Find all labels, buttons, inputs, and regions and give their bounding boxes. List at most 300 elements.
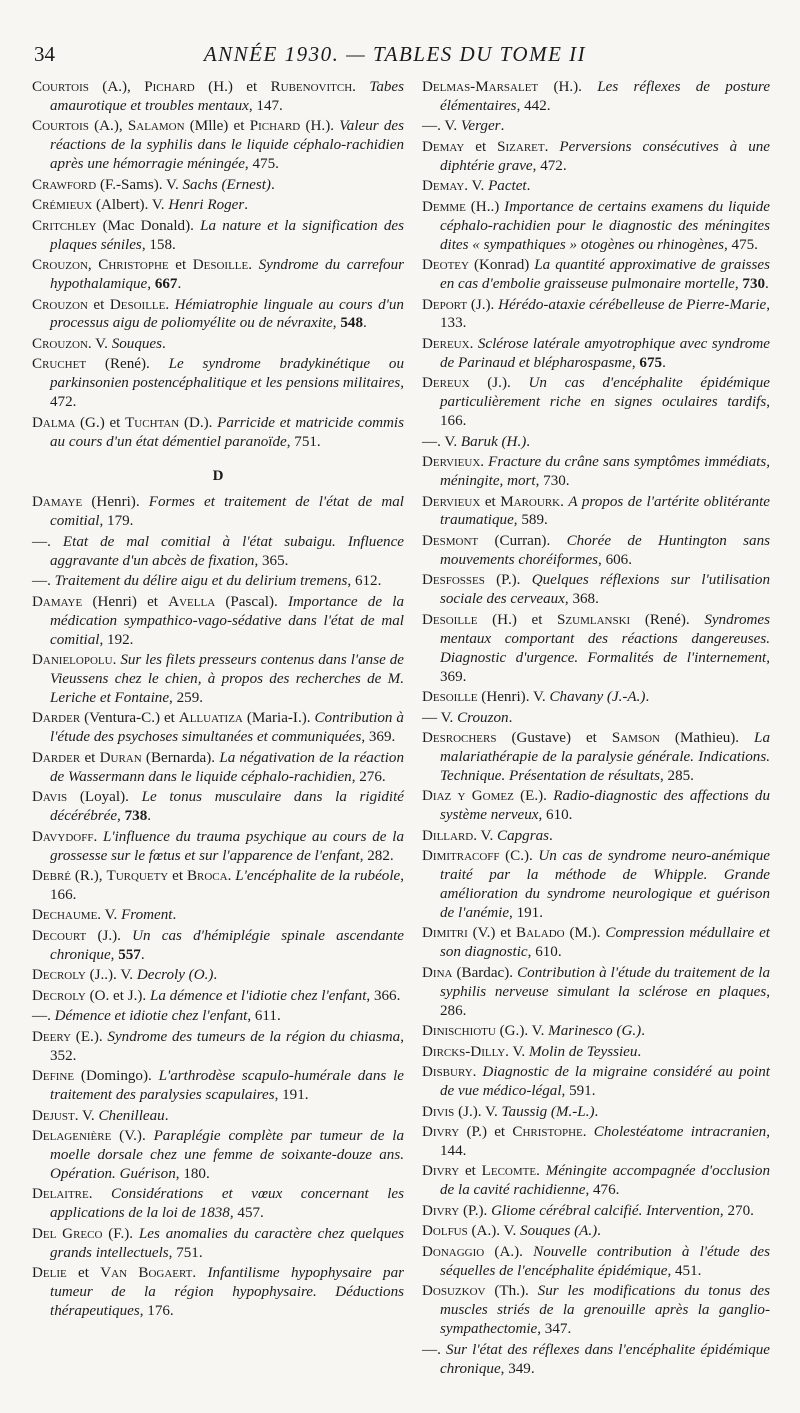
- entry-text: (E.).: [513, 788, 554, 805]
- page-header: [34, 38, 756, 68]
- entry-text: .: [641, 1023, 645, 1040]
- entry-text: , 147.: [248, 97, 283, 114]
- author-name: Deotey: [422, 257, 469, 274]
- index-entry: [422, 1063, 770, 1101]
- author-name: Salamon: [127, 118, 185, 135]
- index-entry: [32, 176, 404, 195]
- entry-title: Syndrome des tumeurs de la région du chiasma: [107, 1028, 401, 1045]
- entry-text: —.: [32, 573, 55, 590]
- entry-text: (Bardac).: [452, 964, 518, 981]
- author-name: Samson: [611, 730, 660, 746]
- entry-text: . V.: [97, 907, 122, 924]
- author-name: Delaitre: [32, 1186, 89, 1203]
- entry-title: Parricide et matricide commis au cours d'un état démentiel paranoïde: [50, 414, 404, 450]
- author-name: Dalma: [32, 414, 76, 431]
- entry-text: (Curran).: [478, 532, 567, 549]
- entry-text: (A.). V.: [467, 1223, 521, 1240]
- entry-text: —.: [422, 1341, 447, 1358]
- index-entry: [32, 987, 404, 1006]
- entry-text: (H..): [465, 198, 505, 215]
- entry-title: Diagnostic de la migraine considéré au point de vue médico-légal: [440, 1064, 770, 1100]
- entry-text: .: [352, 79, 370, 95]
- index-entry: [32, 828, 404, 866]
- right-column: [422, 78, 770, 1380]
- author-name: Del Greco: [32, 1225, 103, 1242]
- entry-title: Méningite accompagnée d'occlusion de la cavité rachidienne: [440, 1163, 771, 1199]
- entry-text: .: [526, 178, 531, 195]
- author-name: Delmas-Marsalet: [422, 79, 539, 95]
- author-name: Demay: [422, 138, 465, 155]
- entry-text: (H.).: [300, 118, 340, 135]
- entry-text: (P.).: [484, 572, 532, 589]
- entry-text: .: [472, 1064, 483, 1081]
- entry-text: , 457.: [229, 1205, 264, 1222]
- entry-title: Hérédo-ataxie cérébelleuse de Pierre-Marie: [498, 296, 767, 313]
- entry-title: L'influence du trauma psychique au cours de la grossesse sur le fœtus et sur l'apparence de l'enfant: [50, 828, 404, 864]
- entry-text: .: [645, 689, 650, 705]
- entry-text: , 352.: [50, 1028, 405, 1064]
- index-entry: [422, 374, 770, 431]
- index-entry: [32, 906, 404, 925]
- author-name: Crouzon: [32, 296, 88, 313]
- index-entry: [422, 611, 770, 687]
- entry-text: (Ventura-C.) et: [80, 710, 179, 727]
- entry-text: , 612.: [347, 573, 382, 590]
- author-name: Decourt: [32, 927, 87, 944]
- index-entry: [32, 217, 404, 255]
- entry-text: (J.).: [467, 296, 499, 313]
- author-name: Damaye: [32, 593, 83, 610]
- entry-text: , 611.: [247, 1008, 281, 1025]
- entry-text: , 276.: [351, 768, 386, 785]
- entry-text: , 133.: [440, 296, 771, 332]
- entry-text: .: [177, 276, 182, 293]
- author-name: Darder: [32, 710, 81, 727]
- author-name: Tuchtan: [125, 414, 180, 431]
- author-name: Desrochers: [422, 730, 497, 746]
- entry-text: (A.).: [484, 1243, 534, 1260]
- entry-text: , 472.: [50, 375, 404, 411]
- entry-text: .: [192, 1265, 208, 1282]
- entry-text: .: [536, 1163, 546, 1180]
- author-name: Dechaume: [32, 907, 98, 924]
- entry-text: .: [162, 335, 166, 352]
- author-name: Pichard: [144, 79, 195, 95]
- entry-text: et: [480, 493, 501, 510]
- entry-text: et: [66, 1265, 101, 1282]
- index-entry: [32, 196, 404, 215]
- entry-text: , 451.: [667, 1262, 702, 1279]
- entry-text: .: [164, 1107, 169, 1124]
- entry-title: Syndrome du carrefour hypothalamique: [50, 257, 404, 293]
- index-entry: [422, 1022, 770, 1041]
- entry-text: .: [508, 709, 513, 726]
- entry-title: Le tonus musculaire dans la rigidité décérébrée: [50, 789, 404, 825]
- author-name: Dereux: [422, 335, 470, 352]
- author-name: Delie: [32, 1265, 67, 1282]
- index-entry: [32, 927, 404, 965]
- entry-title: Formes et traitement de l'état de mal comitial: [50, 494, 404, 530]
- index-entry: [422, 117, 770, 136]
- entry-text: , 347.: [537, 1321, 572, 1338]
- page-ref-bold: 738: [124, 808, 148, 825]
- entry-text: . V.: [505, 1043, 529, 1060]
- index-entry: [32, 1007, 404, 1026]
- entry-text: (J.).: [86, 927, 133, 944]
- entry-title: Chenilleau: [98, 1107, 165, 1124]
- author-name: Cruchet: [32, 356, 87, 373]
- entry-title: Pactet: [488, 178, 527, 195]
- entry-text: ,: [147, 276, 155, 293]
- entry-text: .: [469, 335, 478, 352]
- entry-text: , 610.: [527, 944, 562, 961]
- entry-text: . V.: [473, 827, 498, 844]
- author-name: Desoille: [192, 257, 249, 274]
- index-entry: [422, 256, 770, 294]
- entry-title: Un cas d'hémiplégie spinale ascendante chronique: [50, 927, 404, 963]
- index-entry: [32, 651, 404, 708]
- entry-text: .: [227, 868, 236, 885]
- entry-text: (V.).: [111, 1128, 154, 1145]
- entry-title: Les anomalies du caractère chez quelques grands intellectuels: [50, 1225, 404, 1261]
- entry-text: (A.),: [88, 79, 145, 95]
- entry-title: Infantilisme hypophysaire par tumeur de la région hypophysaire. Déductions thérapeutiques: [50, 1265, 404, 1320]
- entry-text: .: [93, 828, 103, 845]
- entry-text: et: [464, 138, 498, 155]
- entry-text: , 179.: [99, 513, 134, 530]
- entry-text: , 369.: [361, 729, 396, 746]
- author-name: Danielopolu: [32, 652, 113, 669]
- entry-text: .: [544, 138, 560, 155]
- entry-text: .: [213, 967, 218, 984]
- author-name: Delagenière: [32, 1128, 112, 1145]
- index-entry: [422, 296, 770, 334]
- entry-title: Perversions consécutives à une diphtérie grave: [440, 138, 770, 174]
- entry-text: .: [248, 257, 259, 274]
- entry-text: .: [165, 296, 175, 313]
- author-name: Decroly: [32, 967, 86, 984]
- author-name: Sizaret: [497, 138, 545, 155]
- entry-title: Traitement du délire aigu et du delirium tremens: [54, 573, 348, 590]
- index-entry: [422, 847, 770, 923]
- author-name: Lecomte: [481, 1163, 537, 1180]
- entry-title: Sclérose latérale amyotrophique avec syndrome de Parinaud et blépharospasme: [440, 335, 770, 371]
- entry-title: Hémiatrophie linguale au cours d'un processus aigu de poliomyélite ou de névraxite: [50, 296, 404, 332]
- entry-text: , 369.: [440, 649, 770, 685]
- entry-text: (P.) et: [459, 1124, 513, 1141]
- entry-text: .: [362, 315, 367, 332]
- entry-title: Taussig (M.-L.): [501, 1103, 595, 1120]
- entry-text: (G.) et: [75, 414, 126, 431]
- entry-text: , 191.: [274, 1087, 309, 1104]
- entry-text: (René).: [86, 356, 169, 373]
- author-name: Balado: [516, 925, 565, 942]
- index-entry: [32, 1067, 404, 1105]
- index-entry: [32, 117, 404, 174]
- entry-title: Gliome cérébral calcifié. Intervention: [491, 1202, 720, 1219]
- left-column: [32, 78, 404, 1323]
- entry-title: Molin de Teyssieu: [528, 1043, 638, 1060]
- author-name: Divry: [422, 1202, 460, 1219]
- entry-text: , 270.: [719, 1202, 754, 1219]
- entry-title: Verger: [460, 118, 501, 135]
- entry-title: Souques: [111, 335, 162, 352]
- entry-text: , 368.: [564, 591, 599, 608]
- entry-title: Démence et idiotie chez l'enfant: [54, 1008, 248, 1025]
- entry-text: . V.: [74, 1107, 99, 1124]
- index-entry: [32, 414, 404, 452]
- entry-title: Considérations et vœux concernant les applications de la loi de 1838: [50, 1186, 405, 1222]
- author-name: Dervieux: [422, 454, 481, 471]
- index-entry: [422, 964, 770, 1021]
- entry-title: Marinesco (G.): [548, 1023, 642, 1040]
- entry-text: (Pascal).: [215, 593, 288, 610]
- index-entry: [422, 1222, 770, 1241]
- author-name: Szumlanski: [557, 611, 631, 628]
- author-name: Damaye: [32, 494, 83, 511]
- entry-text: (Henri). V.: [477, 689, 550, 705]
- entry-text: (D.).: [179, 414, 218, 431]
- author-name: Christophe: [512, 1124, 583, 1141]
- author-name: Desoille: [422, 611, 478, 628]
- entry-text: (Loyal).: [67, 789, 142, 806]
- entry-title: Contribution à l'étude du traitement de la syphilis nerveuse simulant la sclérose en plaques: [440, 964, 770, 1000]
- entry-title: Chorée de Huntington sans mouvements choréiformes: [440, 532, 770, 568]
- page-number: 34: [34, 42, 55, 66]
- entry-title: La démence et l'idiotie chez l'enfant: [149, 987, 367, 1004]
- page-ref-bold: 675: [639, 354, 663, 371]
- entry-text: —.: [32, 533, 63, 550]
- index-entry: [32, 867, 404, 905]
- entry-text: , 166.: [440, 394, 770, 430]
- entry-text: (Bernarda).: [141, 749, 220, 766]
- entry-text: (P.).: [459, 1202, 492, 1219]
- entry-text: (Mathieu).: [659, 730, 755, 746]
- entry-text: .: [549, 827, 553, 844]
- entry-text: (Henri).: [82, 494, 149, 511]
- index-entry: [422, 198, 770, 255]
- entry-text: ,: [734, 276, 743, 293]
- page-ref-bold: 667: [154, 276, 178, 293]
- author-name: Davydoff: [32, 828, 94, 845]
- index-entry: [422, 709, 770, 728]
- entry-title: Froment: [121, 907, 173, 924]
- entry-title: Compression médullaire et son diagnostic: [440, 925, 770, 961]
- index-entry: [422, 787, 770, 825]
- entry-text: .: [597, 1223, 601, 1240]
- index-entry: [422, 1103, 770, 1122]
- index-entry: [32, 1264, 404, 1321]
- author-name: Dillard: [422, 827, 474, 844]
- author-name: Duran: [99, 749, 142, 766]
- entry-title: Sur les modifications du tonus des muscles striés de la grenouille après la ganglio-sympathectomie: [440, 1283, 771, 1338]
- entry-text: ,: [631, 354, 640, 371]
- index-entry: [422, 1123, 770, 1161]
- index-entry: [32, 296, 404, 334]
- entry-title: Capgras: [497, 827, 550, 844]
- author-name: Disbury: [422, 1064, 473, 1081]
- entry-text: , 144.: [440, 1124, 770, 1159]
- entry-text: (J.). V.: [454, 1103, 502, 1120]
- running-title: ANNÉE 1930. — TABLES DU TOME II: [203, 42, 587, 66]
- entry-text: , 730.: [535, 473, 570, 490]
- author-name: Deery: [32, 1028, 72, 1045]
- entry-text: .: [560, 493, 569, 510]
- entry-text: (Gustave) et: [496, 730, 612, 746]
- author-name: Dervieux: [422, 493, 481, 510]
- entry-text: (F.).: [102, 1225, 139, 1242]
- index-entry: [422, 138, 770, 176]
- index-entry: [422, 177, 770, 196]
- entry-text: et: [80, 749, 100, 766]
- entry-text: .: [526, 433, 531, 450]
- index-entry: [32, 788, 404, 826]
- entry-text: (V.) et: [467, 925, 517, 942]
- entry-text: (G.). V.: [495, 1023, 549, 1040]
- entry-text: et: [168, 868, 187, 885]
- author-name: Alluatiza: [178, 710, 243, 727]
- index-entry: [32, 533, 404, 571]
- author-name: Dimitri: [422, 925, 468, 942]
- entry-text: , 751.: [286, 433, 321, 450]
- entry-title: Radio-diagnostic des affections du système nerveux: [440, 788, 771, 824]
- author-name: Demme: [422, 198, 466, 215]
- entry-text: (M.).: [564, 925, 606, 942]
- entry-text: .: [637, 1043, 642, 1060]
- entry-text: .: [594, 1103, 599, 1120]
- entry-text: (Konrad): [468, 257, 535, 274]
- index-entry: [422, 1282, 770, 1339]
- author-name: Courtois: [32, 79, 89, 95]
- entry-text: , 591.: [561, 1083, 596, 1100]
- entry-title: La négativation de la réaction de Wassermann dans le liquide céphalo-rachidien: [50, 749, 404, 785]
- entry-text: (Maria-I.).: [242, 710, 315, 727]
- author-name: Dinischiotu: [422, 1023, 496, 1040]
- entry-text: .: [244, 197, 249, 214]
- entry-text: —. V.: [422, 433, 461, 450]
- entry-text: , 285.: [659, 767, 694, 784]
- index-entry: [422, 1202, 770, 1221]
- entry-text: , 259.: [169, 689, 204, 706]
- author-name: Dimitracoff: [422, 848, 500, 865]
- entry-text: .: [147, 808, 152, 825]
- author-name: Turquety: [106, 868, 169, 885]
- entry-text: , 180.: [175, 1165, 210, 1182]
- index-entry: [422, 1243, 770, 1281]
- entry-text: ,: [110, 946, 119, 963]
- entry-text: ,: [332, 315, 341, 332]
- entry-text: (Domingo).: [74, 1068, 159, 1085]
- index-entry: [32, 1185, 404, 1223]
- author-name: Marourk: [500, 493, 561, 510]
- index-entry: [32, 256, 404, 294]
- index-entry: [422, 1341, 770, 1379]
- entry-text: , 610.: [538, 807, 573, 824]
- entry-text: (René).: [630, 611, 705, 628]
- entry-text: , 589.: [513, 512, 548, 529]
- entry-text: , 476.: [585, 1182, 620, 1199]
- entry-text: , 365.: [254, 552, 289, 569]
- entry-title: Cholestéatome intracranien: [593, 1124, 767, 1141]
- entry-text: , 349.: [500, 1360, 535, 1377]
- entry-text: , 176.: [139, 1303, 174, 1320]
- entry-title: Importance de la médication sympathico-vago-sédative dans l'état de mal comitial: [50, 593, 404, 648]
- entry-text: et: [168, 257, 193, 274]
- index-entry: [422, 924, 770, 962]
- entry-text: —.: [32, 1008, 55, 1025]
- author-name: Decroly: [32, 987, 86, 1004]
- entry-title: A propos de l'artérite oblitérante traumatique: [440, 493, 770, 529]
- author-name: Darder: [32, 749, 81, 766]
- entry-text: , 475.: [244, 156, 279, 173]
- entry-text: (H.) et: [194, 79, 271, 95]
- index-entry: [422, 433, 770, 452]
- author-name: Pichard: [249, 118, 301, 135]
- section-letter: D: [212, 467, 224, 484]
- index-entry: [32, 1127, 404, 1184]
- page-ref-bold: 548: [340, 315, 363, 332]
- entry-text: —. V.: [422, 118, 461, 135]
- author-name: Debré: [32, 868, 72, 885]
- entry-title: Henri Roger: [168, 197, 245, 214]
- entry-title: Importance de certains examens du liquide céphalo-rachidien pour le diagnostic des méningites dites « sympathiques » otogènes ou rhinogènes: [440, 198, 770, 253]
- entry-text: , 282.: [359, 847, 394, 864]
- author-name: Critchley: [32, 217, 97, 234]
- index-entry: [422, 729, 770, 786]
- entry-text: .: [765, 276, 769, 293]
- entry-title: Contribution à l'étude des psychoses simultanées et communiquées: [50, 710, 404, 746]
- author-name: Define: [32, 1068, 75, 1085]
- entry-text: (H.).: [538, 79, 598, 95]
- entry-text: .: [480, 454, 489, 471]
- entry-text: , 442.: [516, 97, 551, 114]
- entry-text: , 158.: [141, 236, 176, 253]
- author-name: Divis: [422, 1103, 455, 1120]
- entry-text: .: [172, 907, 177, 924]
- entry-text: .: [270, 176, 275, 193]
- author-name: Van Bogaert: [100, 1265, 193, 1282]
- author-name: Deport: [422, 296, 468, 313]
- entry-text: .: [140, 946, 145, 963]
- author-name: Courtois: [32, 118, 89, 135]
- entry-title: Nouvelle contribution à l'étude des séquelles de l'encéphalite épidémique: [440, 1243, 770, 1279]
- entry-text: , 751.: [168, 1244, 203, 1261]
- author-name: Dolfus: [422, 1223, 468, 1240]
- author-name: Demay: [422, 178, 465, 195]
- entry-title: Sur l'état des réflexes dans l'encéphalite épidémique chronique: [440, 1341, 771, 1377]
- index-entry: [32, 572, 404, 591]
- entry-text: (A.),: [88, 118, 128, 135]
- entry-text: (J.).: [469, 375, 529, 392]
- index-entry: [422, 453, 770, 491]
- entry-title: Les réflexes de posture élémentaires: [440, 79, 771, 114]
- author-name: Dereux: [422, 375, 470, 392]
- page-ref-bold: 557: [118, 946, 141, 963]
- entry-text: (R.),: [71, 868, 107, 885]
- entry-text: , 472.: [532, 157, 567, 174]
- page-ref-bold: 730: [742, 276, 766, 293]
- entry-text: .: [112, 652, 121, 669]
- author-name: Diaz y Gomez: [422, 788, 514, 805]
- author-name: Dosuzkov: [422, 1283, 486, 1300]
- entry-text: .: [582, 1124, 594, 1141]
- entry-text: ,: [117, 808, 125, 825]
- index-entry: [422, 688, 770, 707]
- entry-title: Fracture du crâne sans symptômes immédiats, méningite, mort: [440, 454, 770, 490]
- entry-text: .: [662, 354, 666, 371]
- entry-title: La nature et la signification des plaques séniles: [50, 217, 404, 253]
- entry-title: L'encéphalite de la rubéole: [235, 868, 401, 885]
